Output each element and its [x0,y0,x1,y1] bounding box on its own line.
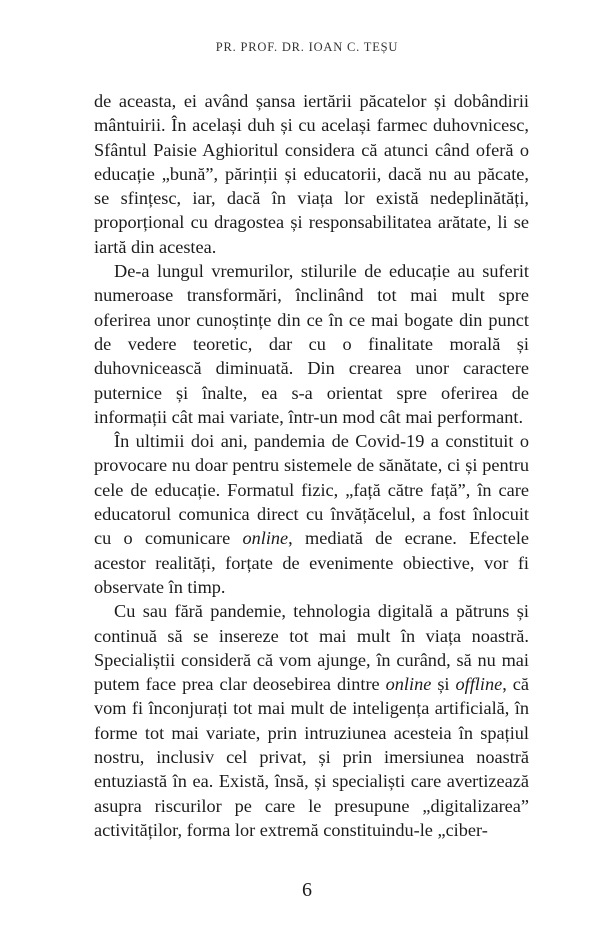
body-text [94,89,529,842]
paragraph-4-italic-online: online [385,674,432,695]
running-header: PR. PROF. DR. IOAN C. TEȘU [215,40,399,54]
paragraph-3-text-b: , mediată de ecrane. Efectele acestor realități, forțate de evenimente obiective, vor fi observate în timp. [94,528,530,597]
paragraph-4-text-b: și [431,674,456,695]
paragraph-3-italic-online: online [242,528,289,549]
paragraph-4-text-c: , că vom fi înconjurați tot mai mult de inteligența artificială, în forme tot mai variate, prin intruziunea acesteia în spațiul nostru, inclusiv cel privat, și prin imersiunea noastră entuziastă în ea. Există, însă, și specialiști care avertizează asupra riscurilor pe care le presupune „digitalizarea” activităților, forma lor extremă constituindu-le „ciber- [94,674,529,840]
paragraph-4 [94,599,529,842]
page-number: 6 [302,879,312,901]
paragraph-2: De-a lungul vremurilor, stilurile de educație au suferit numeroase transformări, înclinând tot mai mult spre oferirea unor cunoștințe din ce în ce mai bogate din punct de vedere teoretic, dar cu o finalitate morală și duhovnicească diminuată. Din crearea unor caractere puternice și înalte, ea s-a orientat spre oferirea de informații cât mai variate, într-un mod cât mai performant. [94,261,529,427]
paragraph-4-text-a: Cu sau fără pandemie, tehnologia digitală a pătruns și continuă să se insereze tot mai mult în viața noastră. Specialiștii consideră că vom ajunge, în curând, să nu mai putem face prea clar deosebirea dintre [94,601,529,695]
paragraph-3 [94,429,529,599]
paragraph-3-text-a: În ultimii doi ani, pandemia de Covid-19 a constituit o provocare nu doar pentru sistemele de sănătate, ci și pentru cele de educație. Formatul fizic, „față către față”, în care educatorul comunica direct cu învățăcelul, a fost înlocuit cu o comunicare [94,431,529,549]
paragraph-4-italic-offline: offline [455,674,503,695]
paragraph-1: de aceasta, ei având șansa iertării păcatelor și dobândirii mântuirii. În același duh și cu același farmec duhovnicesc, Sfântul Paisie Aghioritul considera că atunci când oferă o educație „bună”, părinții și educatorii, dacă nu au păcate, se sfințesc, iar, dacă în viața lor există nedeplinătăți, proporțional cu dragostea și responsabilitatea arătate, li se iartă din acestea. [94,91,529,257]
